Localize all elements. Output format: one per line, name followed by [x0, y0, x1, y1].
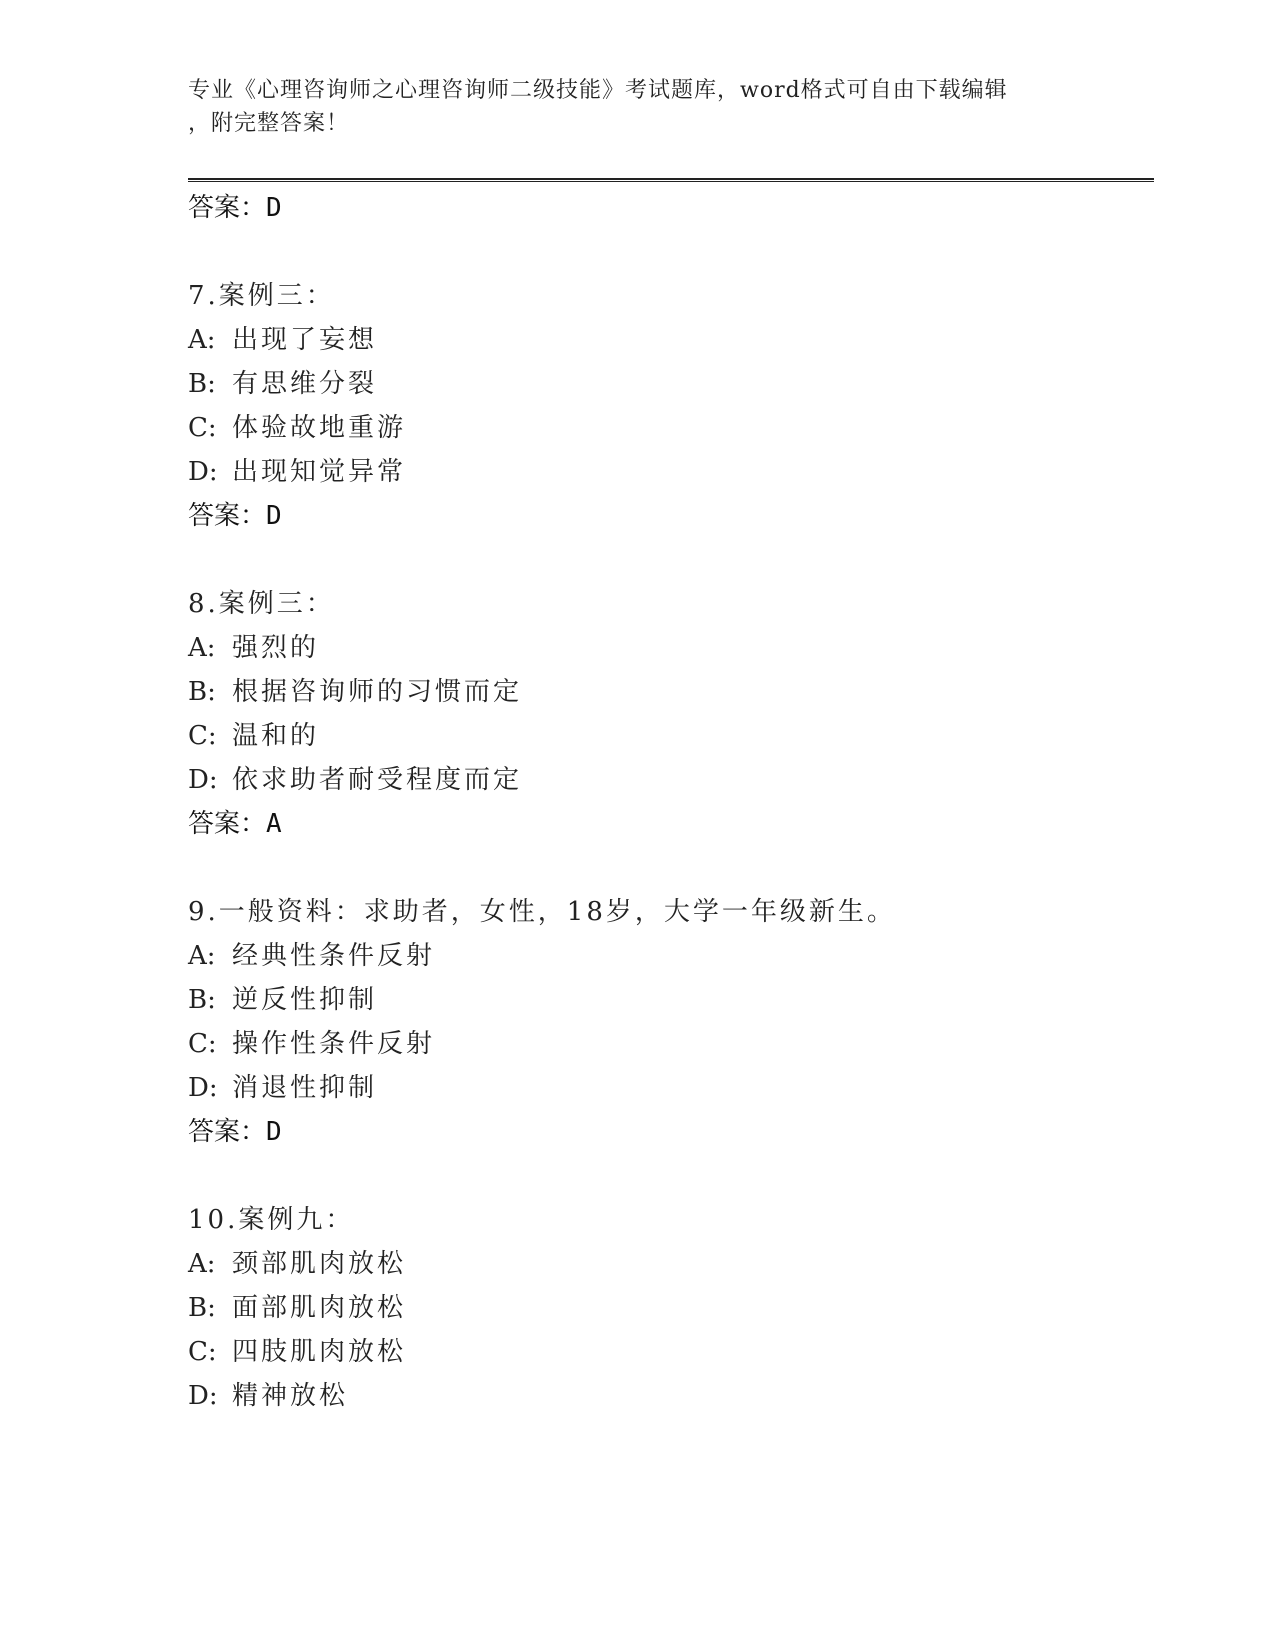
option-text: 体验故地重游: [232, 413, 407, 443]
option-text: 操作性条件反射: [232, 1029, 436, 1059]
question-9-option-a: [188, 939, 435, 973]
option-key: D:: [188, 1381, 218, 1411]
option-text: 逆反性抑制: [232, 985, 378, 1015]
option-key: C:: [188, 1337, 217, 1367]
question-9-option-c: [188, 1027, 435, 1061]
question-8-option-a: [188, 631, 319, 665]
question-9-option-d: [188, 1071, 377, 1105]
option-key: A:: [188, 1249, 216, 1279]
option-text: 精神放松: [232, 1381, 349, 1411]
option-text: 依求助者耐受程度而定: [232, 765, 523, 795]
option-key: C:: [188, 413, 217, 443]
option-key: A:: [188, 325, 216, 355]
option-text: 经典性条件反射: [232, 941, 436, 971]
option-text: 温和的: [232, 721, 320, 751]
option-text: 有思维分裂: [232, 369, 378, 399]
answer-line: 答案：D: [188, 193, 282, 223]
question-9-answer: 答案：D: [188, 1117, 282, 1147]
header-line-2: ，附完整答案！: [188, 111, 350, 136]
question-7-answer: 答案：D: [188, 501, 282, 531]
option-text: 出现了妄想: [232, 325, 378, 355]
document-header: [188, 74, 1088, 140]
header-divider: [188, 178, 1154, 182]
option-key: C:: [188, 721, 217, 751]
option-text: 根据咨询师的习惯而定: [232, 677, 523, 707]
option-key: C:: [188, 1029, 217, 1059]
question-10-option-c: [188, 1335, 406, 1369]
question-7-option-c: [188, 411, 406, 445]
question-8-answer: 答案：A: [188, 809, 282, 839]
option-key: B:: [188, 985, 216, 1015]
question-10-stem: 10.案例九：: [188, 1205, 355, 1235]
option-text: 四肢肌肉放松: [232, 1337, 407, 1367]
option-key: A:: [188, 633, 216, 663]
option-key: B:: [188, 1293, 216, 1323]
option-key: B:: [188, 677, 216, 707]
question-7-option-b: [188, 367, 377, 401]
header-line-1: 专业《心理咨询师之心理咨询师二级技能》考试题库，word格式可自由下载编辑: [188, 78, 1008, 103]
option-text: 消退性抑制: [232, 1073, 378, 1103]
question-10-option-b: [188, 1291, 406, 1325]
option-text: 面部肌肉放松: [232, 1293, 407, 1323]
question-10-option-d: [188, 1379, 348, 1413]
question-8-option-b: [188, 675, 522, 709]
question-9-stem: 9.一般资料：求助者，女性，18岁，大学一年级新生。: [188, 897, 896, 927]
question-7-option-a: [188, 323, 377, 357]
option-key: D:: [188, 457, 218, 487]
question-7-stem: 7.案例三：: [188, 281, 335, 311]
option-key: A:: [188, 941, 216, 971]
question-8-option-c: [188, 719, 319, 753]
option-text: 出现知觉异常: [232, 457, 407, 487]
option-text: 颈部肌肉放松: [232, 1249, 407, 1279]
option-text: 强烈的: [232, 633, 320, 663]
question-7-option-d: [188, 455, 406, 489]
question-8-option-d: [188, 763, 522, 797]
question-10-option-a: [188, 1247, 406, 1281]
option-key: B:: [188, 369, 216, 399]
question-9-option-b: [188, 983, 377, 1017]
option-key: D:: [188, 765, 218, 795]
option-key: D:: [188, 1073, 218, 1103]
question-8-stem: 8.案例三：: [188, 589, 335, 619]
